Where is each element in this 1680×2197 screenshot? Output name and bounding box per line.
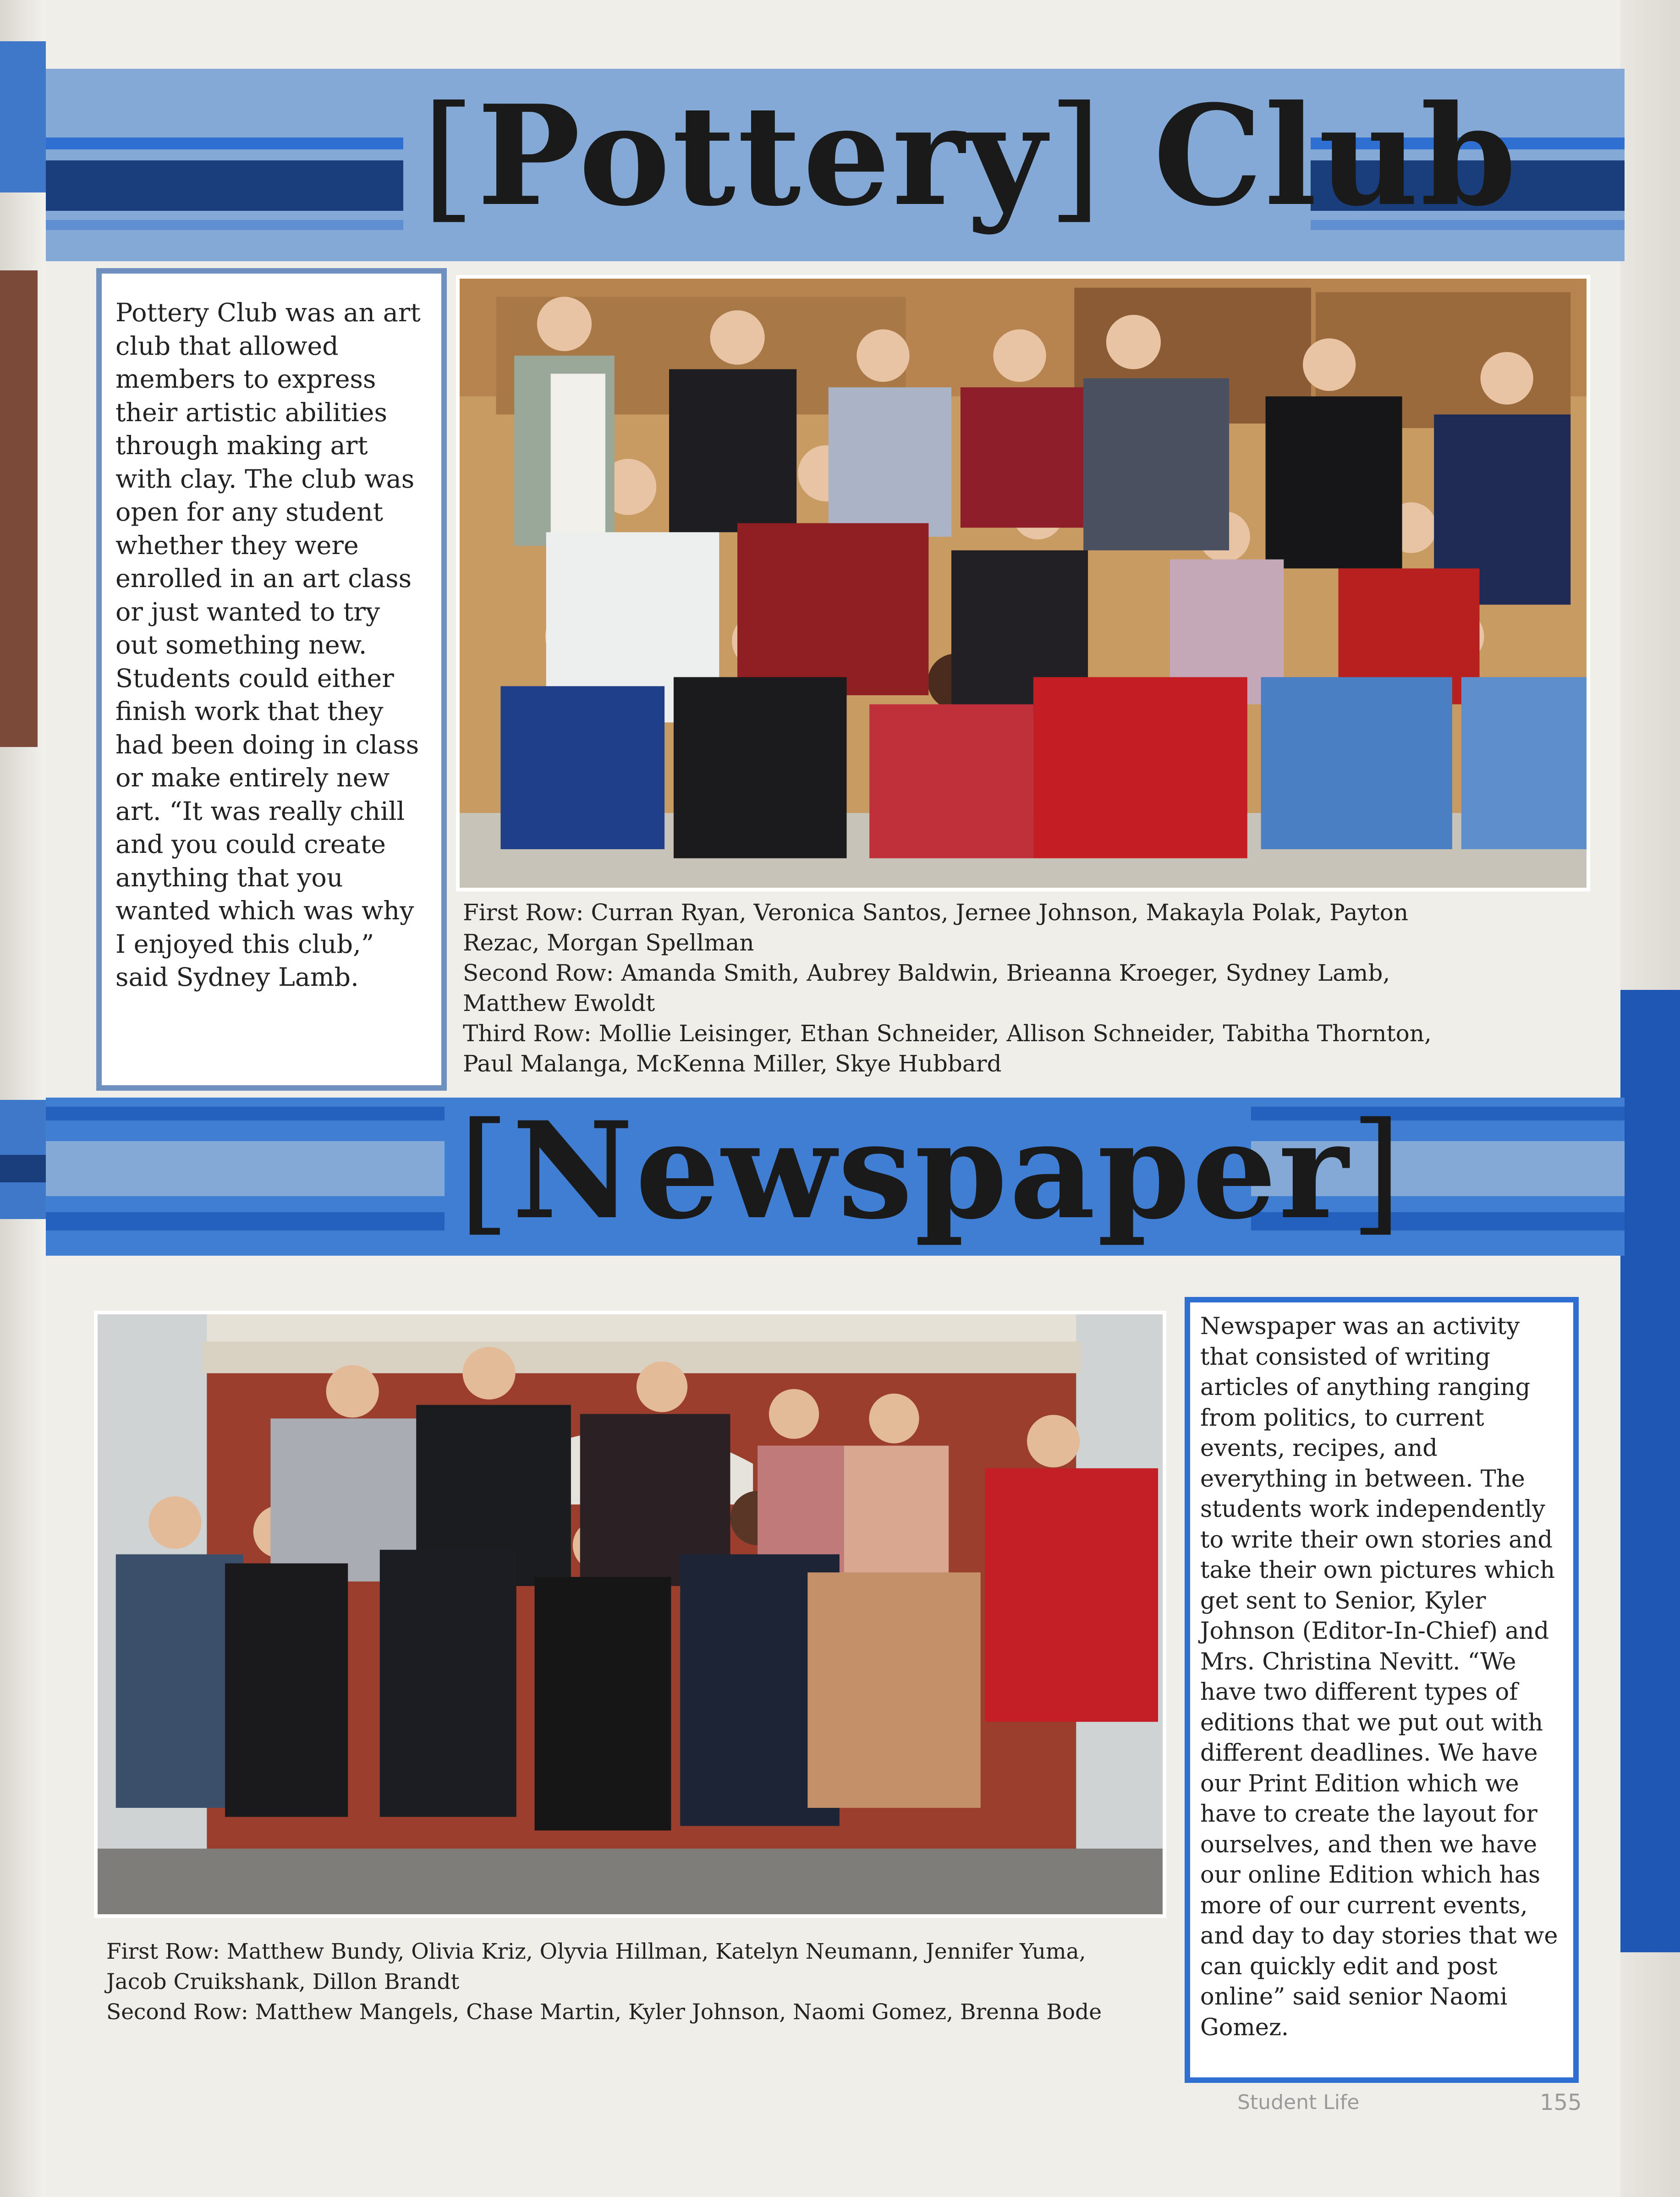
right-edge-blue <box>1620 990 1680 1952</box>
caption-line: First Row: Curran Ryan, Veronica Santos, Jernee Johnson, Makayla Polak, Payton <box>463 899 1409 926</box>
bracket-close: ] <box>1048 77 1104 236</box>
left-edge-photo <box>0 270 38 747</box>
title-word: Pottery <box>477 75 1049 236</box>
pottery-article-text: Pottery Club was an art club that allowed members to express their artistic abilities through making art with clay. The club was open for any student whether they were enrolled in an art class or just wanted to try out something new. Students could either finish work that they had been doing in class or make entirely new art. “It was really chill and you could create anything that you wanted which was why I enjoyed this club,” said Sydney Lamb. <box>115 298 421 992</box>
caption-line: Rezac, Morgan Spellman <box>463 929 754 956</box>
pottery-photo-caption <box>463 897 1432 1079</box>
caption-line: Second Row: Matthew Mangels, Chase Martin, Kyler Johnson, Naomi Gomez, Brenna Bode <box>106 1999 1102 2025</box>
left-edge-band <box>0 41 46 192</box>
bracket-close: ] <box>1350 1094 1404 1249</box>
caption-line: Second Row: Amanda Smith, Aubrey Baldwin, Brieanna Kroeger, Sydney Lamb, <box>463 960 1390 986</box>
left-edge-band <box>0 1155 46 1182</box>
bracket-open: [ <box>422 77 478 236</box>
pottery-photo-image <box>460 279 1587 888</box>
title-word: Newspaper <box>512 1093 1351 1249</box>
newspaper-header <box>46 1093 1625 1256</box>
footer-page-number: 155 <box>1540 2090 1582 2115</box>
pottery-club-photo <box>456 275 1590 891</box>
newspaper-staff-photo <box>94 1311 1166 1918</box>
caption-line: Matthew Ewoldt <box>463 990 655 1016</box>
newspaper-photo-image <box>98 1314 1163 1914</box>
left-page-edge <box>0 0 46 2197</box>
pottery-title <box>422 75 1519 236</box>
caption-line: First Row: Matthew Bundy, Olivia Kriz, Olyvia Hillman, Katelyn Neumann, Jennifer Yuma, <box>106 1939 1086 1964</box>
newspaper-article-box <box>1185 1297 1579 2083</box>
pottery-article-box <box>96 268 447 1091</box>
right-page-edge <box>1620 0 1680 2197</box>
newspaper-article-text: Newspaper was an activity that consisted of writing articles of anything ranging from politics, to current events, recipes, and everything in between. The students work independently to write their own stories and take their own pictures which get sent to Senior, Kyler Johnson (Editor-In-Chief) and Mrs. Christina Nevitt. “We have two different types of editions that we put out with different deadlines. We have our Print Edition which we have to create the layout for ourselves, and then we have our online Edition which has more of our current events, and day to day stories that we can quickly edit and post online” said senior Naomi Gomez. <box>1200 1313 1558 2041</box>
caption-line: Jacob Cruikshank, Dillon Brandt <box>106 1969 460 1994</box>
footer-section-label: Student Life <box>1237 2091 1360 2114</box>
pottery-header <box>46 69 1625 261</box>
bracket-open: [ <box>458 1094 512 1249</box>
caption-line: Paul Malanga, McKenna Miller, Skye Hubbard <box>463 1050 1002 1077</box>
newspaper-photo-caption <box>106 1937 1102 2027</box>
caption-line: Third Row: Mollie Leisinger, Ethan Schneider, Allison Schneider, Tabitha Thornton, <box>463 1020 1432 1047</box>
title-rest: Club <box>1104 75 1519 236</box>
newspaper-title <box>458 1093 1404 1249</box>
